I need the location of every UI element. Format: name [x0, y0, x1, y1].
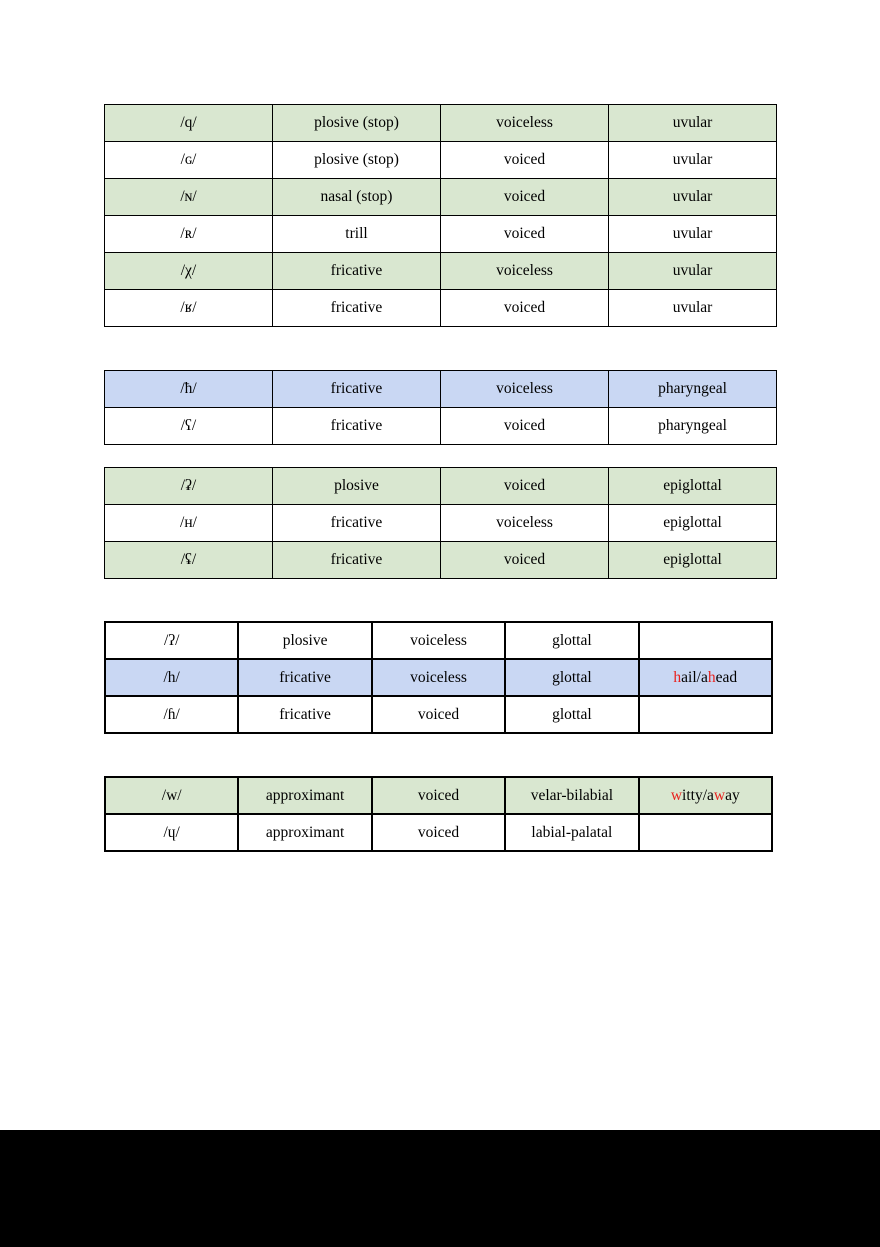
table-cell: fricative — [273, 371, 441, 408]
table-row — [105, 142, 777, 179]
table-cell: epiglottal — [609, 505, 777, 542]
table-cell: pharyngeal — [609, 371, 777, 408]
epiglottal-table-container — [104, 467, 784, 579]
table-cell: epiglottal — [609, 542, 777, 579]
highlighted-letter: h — [673, 668, 682, 686]
epiglottal-consonants-table — [104, 467, 777, 579]
document-page — [104, 104, 784, 852]
table-cell: approximant — [238, 777, 371, 814]
table-cell — [639, 622, 772, 659]
table-cell: nasal (stop) — [273, 179, 441, 216]
ipa-symbol-cell: /ɴ/ — [105, 179, 273, 216]
ipa-symbol-cell: /ʢ/ — [105, 542, 273, 579]
approximant-consonants-table — [104, 776, 773, 852]
table-row — [105, 408, 777, 445]
table-cell: voiced — [441, 142, 609, 179]
ipa-symbol-cell: /w/ — [105, 777, 238, 814]
table-cell: glottal — [505, 696, 638, 733]
table-cell: fricative — [273, 290, 441, 327]
ipa-symbol-cell: /ʡ/ — [105, 468, 273, 505]
ipa-symbol-cell: /ʀ/ — [105, 216, 273, 253]
table-cell: voiced — [441, 542, 609, 579]
table-cell: uvular — [609, 216, 777, 253]
table-cell: labial-palatal — [505, 814, 638, 851]
uvular-consonants-table — [104, 104, 777, 327]
table-cell: voiced — [441, 179, 609, 216]
table-cell: voiceless — [441, 371, 609, 408]
table-cell — [639, 777, 772, 814]
table-cell: voiceless — [441, 253, 609, 290]
ipa-symbol-cell: /ʁ/ — [105, 290, 273, 327]
table-row — [105, 468, 777, 505]
table-row — [105, 179, 777, 216]
table-cell: fricative — [273, 408, 441, 445]
table-cell: plosive (stop) — [273, 105, 441, 142]
ipa-symbol-cell: /χ/ — [105, 253, 273, 290]
ipa-symbol-cell: /h/ — [105, 659, 238, 696]
table-row — [105, 622, 772, 659]
table-cell — [639, 696, 772, 733]
table-cell: voiceless — [372, 622, 505, 659]
table-cell: fricative — [273, 505, 441, 542]
table-row — [105, 216, 777, 253]
example-word-text: ay — [725, 786, 740, 804]
table-cell: fricative — [238, 696, 371, 733]
table-row — [105, 105, 777, 142]
table-cell: voiceless — [441, 505, 609, 542]
example-word-text: ail/a — [681, 668, 708, 686]
table-cell — [639, 814, 772, 851]
table-cell: voiced — [441, 468, 609, 505]
ipa-symbol-cell: /ʜ/ — [105, 505, 273, 542]
table-cell: fricative — [273, 253, 441, 290]
table-cell: uvular — [609, 179, 777, 216]
table-cell: fricative — [273, 542, 441, 579]
table-row — [105, 290, 777, 327]
table-row — [105, 505, 777, 542]
ipa-symbol-cell: /ɢ/ — [105, 142, 273, 179]
table-cell: voiced — [372, 777, 505, 814]
table-cell: uvular — [609, 253, 777, 290]
table-cell — [639, 659, 772, 696]
table-cell: pharyngeal — [609, 408, 777, 445]
table-row — [105, 777, 772, 814]
table-cell: fricative — [238, 659, 371, 696]
table-row — [105, 814, 772, 851]
table-cell: voiceless — [441, 105, 609, 142]
ipa-symbol-cell: /ʕ/ — [105, 408, 273, 445]
bottom-black-band — [0, 1130, 880, 1247]
table-row — [105, 542, 777, 579]
approximant-table-container — [104, 776, 784, 852]
glottal-table-container — [104, 621, 784, 734]
highlighted-letter: h — [707, 668, 716, 686]
table-cell: voiced — [372, 696, 505, 733]
table-cell: epiglottal — [609, 468, 777, 505]
table-cell: approximant — [238, 814, 371, 851]
table-row — [105, 659, 772, 696]
table-cell: plosive — [273, 468, 441, 505]
table-cell: uvular — [609, 290, 777, 327]
ipa-symbol-cell: /ʔ/ — [105, 622, 238, 659]
ipa-symbol-cell: /ɥ/ — [105, 814, 238, 851]
table-cell: uvular — [609, 142, 777, 179]
table-cell: glottal — [505, 659, 638, 696]
table-cell: uvular — [609, 105, 777, 142]
ipa-symbol-cell: /q/ — [105, 105, 273, 142]
table-cell: trill — [273, 216, 441, 253]
table-cell: voiced — [441, 290, 609, 327]
highlighted-letter: w — [713, 786, 726, 804]
example-word-text: ead — [715, 668, 738, 686]
table-cell: velar-bilabial — [505, 777, 638, 814]
highlighted-letter: w — [670, 786, 683, 804]
pharyngeal-table-container — [104, 370, 784, 445]
table-cell: voiceless — [372, 659, 505, 696]
uvular-table-container — [104, 104, 784, 327]
pharyngeal-consonants-table — [104, 370, 777, 445]
table-cell: voiced — [441, 408, 609, 445]
table-row — [105, 253, 777, 290]
table-row — [105, 696, 772, 733]
table-cell: voiced — [441, 216, 609, 253]
ipa-symbol-cell: /ħ/ — [105, 371, 273, 408]
table-cell: plosive (stop) — [273, 142, 441, 179]
table-cell: glottal — [505, 622, 638, 659]
glottal-consonants-table — [104, 621, 773, 734]
table-cell: plosive — [238, 622, 371, 659]
ipa-symbol-cell: /ɦ/ — [105, 696, 238, 733]
table-row — [105, 371, 777, 408]
example-word-text: itty/a — [682, 786, 714, 804]
table-cell: voiced — [372, 814, 505, 851]
